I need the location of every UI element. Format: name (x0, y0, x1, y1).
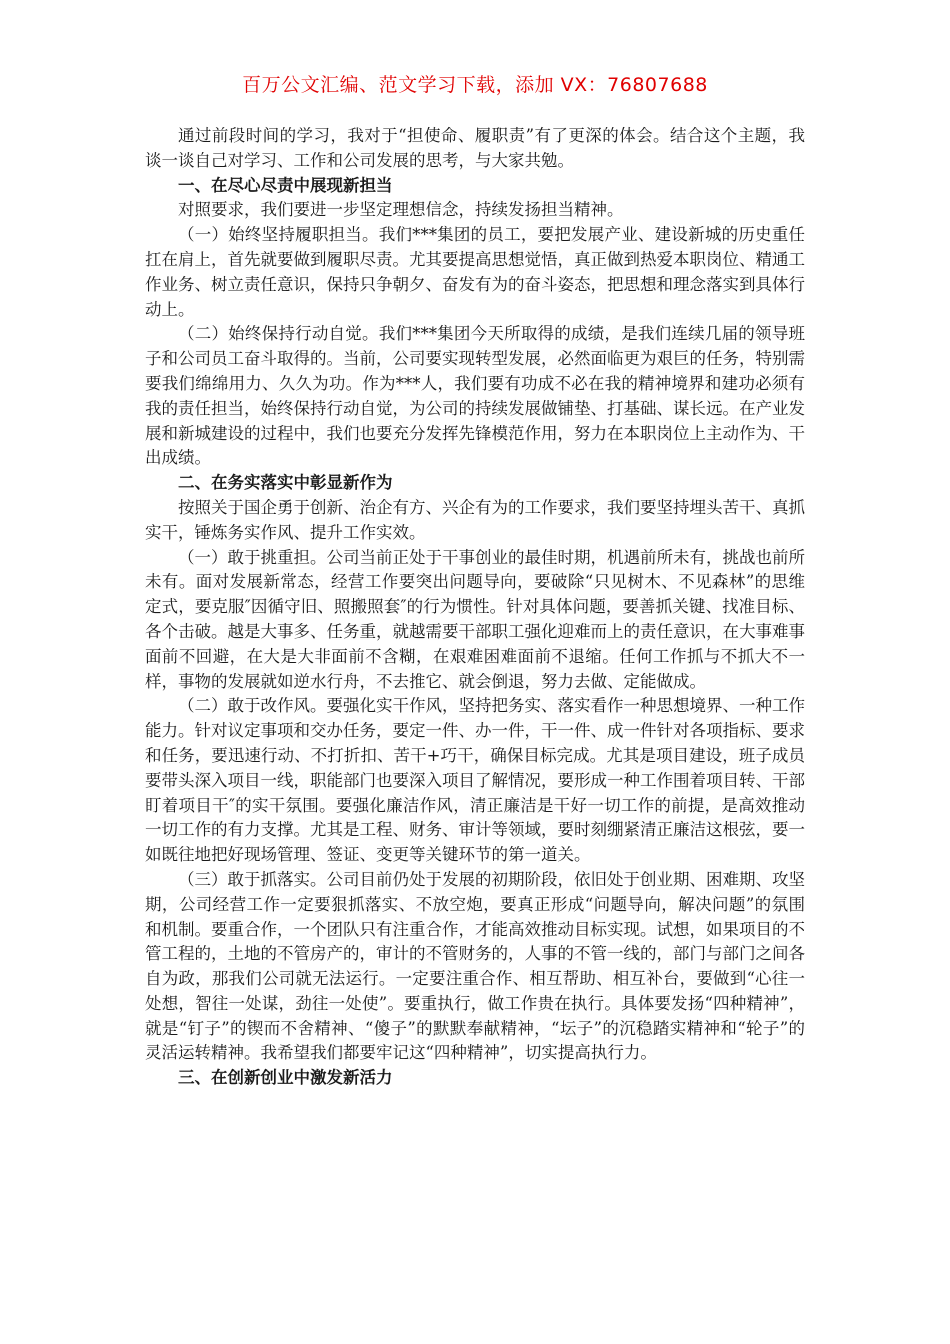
section-2-point-3-paragraph: （三）敢于抓落实。公司目前仍处于发展的初期阶段，依旧处于创业期、困难期、攻坚期，公司经营工作一定要狠抓落实、不放空炮，要真正形成“问题导向，解决问题”的氛围和机制。要重合作，一个团队只有注重合作，才能高效推动目标实现。试想，如果项目的不管工程的，土地的不管房产的，审计的不管财务的，人事的不管一线的，部门与部门之间各自为政，那我们公司就无法运行。一定要注重合作、相互帮助、相互补台，要做到“心往一处想，智往一处谋，劲往一处使”。要重执行，做工作贵在执行。具体要发扬“四种精神”，就是“钉子”的锲而不舍精神、“傻子”的默默奉献精神，“坛子”的沉稳踏实精神和“轮子”的灵活运转精神。我希望我们都要牢记这“四种精神”，切实提高执行力。 (145, 869, 805, 1063)
section-1-point-2-paragraph: （二）始终保持行动自觉。我们***集团今天所取得的成绩，是我们连续几届的领导班子和公司员工奋斗取得的。当前，公司要实现转型发展，必然面临更为艰巨的任务，特别需要我们绵绵用力、久久为功。作为***人，我们要有功成不必在我的精神境界和建功必须有我的责任担当，始终保持行动自觉，为公司的持续发展做铺垫、打基础、谋长远。在产业发展和新城建设的过程中，我们也要充分发挥先锋模范作用，努力在本职岗位上主动作为、干出成绩。 (145, 324, 805, 468)
section-1-lead-paragraph: 对照要求，我们要进一步坚定理想信念，持续发扬担当精神。 (178, 200, 624, 220)
section-heading-3: 三、在创新创业中激发新活力 (178, 1068, 393, 1088)
document-body (145, 124, 805, 1091)
header-banner: 百万公文汇编、范文学习下载，添加 VX：76807688 (242, 74, 708, 96)
section-heading-2: 二、在务实落实中彰显新作为 (178, 473, 393, 493)
section-2-lead-paragraph: 按照关于国企勇于创新、治企有方、兴企有为的工作要求，我们要坚持埋头苦干、真抓实干，锤炼务实作风、提升工作实效。 (145, 497, 805, 542)
section-2-point-2-paragraph: （二）敢于改作风。要强化实干作风，坚持把务实、落实看作一种思想境界、一种工作能力。针对议定事项和交办任务，要定一件、办一件，干一件、成一件针对各项指标、要求和任务，要迅速行动、不打折扣、苦干+巧干，确保目标完成。尤其是项目建设，班子成员要带头深入项目一线，职能部门也要深入项目了解情况，要形成一种工作围着项目转、干部盯着项目干″的实干氛围。要强化廉洁作风，清正廉洁是干好一切工作的前提，是高效推动一切工作的有力支撑。尤其是工程、财务、审计等领域，要时刻绷紧清正廉洁这根弦，要一如既往地把好现场管理、签证、变更等关键环节的第一道关。 (145, 696, 805, 865)
intro-paragraph: 通过前段时间的学习，我对于“担使命、履职责”有了更深的体会。结合这个主题，我谈一谈自己对学习、工作和公司发展的思考，与大家共勉。 (145, 126, 805, 170)
section-heading-1: 一、在尽心尽责中展现新担当 (178, 175, 393, 195)
section-2-point-1-paragraph: （一）敢于挑重担。公司当前正处于干事创业的最佳时期，机遇前所未有，挑战也前所未有。面对发展新常态，经营工作要突出问题导向，要破除“只见树木、不见森林”的思维定式，要克服″因循守旧、照搬照套″的行为惯性。针对具体问题，要善抓关键、找准目标、各个击破。越是大事多、任务重，就越需要干部职工强化迎难而上的责任意识，在大事难事面前不回避，在大是大非面前不含糊，在艰难困难面前不退缩。任何工作抓与不抓大不一样，事物的发展就如逆水行舟，不去推它、就会倒退，努力去做、定能做成。 (145, 547, 805, 691)
section-1-point-1-paragraph: （一）始终坚持履职担当。我们***集团的员工，要把发展产业、建设新城的历史重任扛在肩上，首先就要做到履职尽责。尤其要提高思想觉悟，真正做到热爱本职岗位、精通工作业务、树立责任意识，保持只争朝夕、奋发有为的奋斗姿态，把思想和理念落实到具体行动上。 (145, 225, 805, 319)
